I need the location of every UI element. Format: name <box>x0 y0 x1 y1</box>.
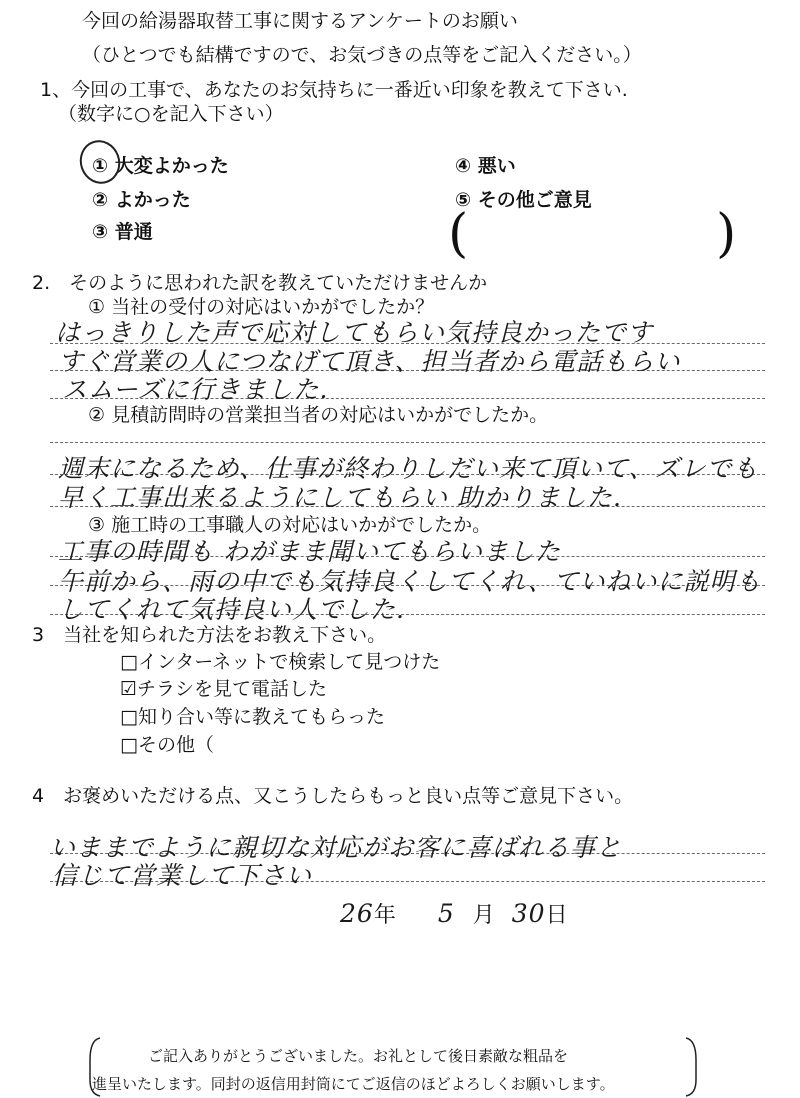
other-open-paren: ( <box>448 204 469 264</box>
handwritten-answer: いままでように親切な対応がお客に喜ばれる事と <box>50 833 623 862</box>
handwritten-answer: 週末になるため、仕事が終わりしだい来て頂いて、ズレでも <box>58 454 759 483</box>
q1-instruction: （数字に○を記入下さい） <box>58 103 284 125</box>
handwritten-answer: してくれて気持良い人でした. <box>58 595 405 624</box>
q3-option-acquaintance: □知り合い等に教えてもらった <box>120 706 385 728</box>
date-year: 26 <box>340 899 374 928</box>
footer-line-1: ご記入ありがとうございました。お礼として後日素敵な粗品を <box>148 1047 569 1065</box>
q4-heading: 4 お褒めいただける点、又こうしたらもっと良い点等ご意見下さい。 <box>32 785 634 807</box>
q2-sub1: ① 当社の受付の対応はいかがでしたか？ <box>88 296 435 318</box>
q1-option-2: ② よかった <box>92 189 191 211</box>
q2-heading: 2. そのように思われた訳を教えていただけませんか <box>32 272 488 294</box>
handwritten-answer: 午前から、雨の中でも気持良くしてくれ、ていねいに説明も <box>58 567 762 596</box>
q1-option-4: ④ 悪い <box>455 155 516 177</box>
q1-option-5: ⑤ その他ご意見 <box>455 189 592 211</box>
q3-option-other: □その他（ <box>120 734 214 756</box>
q2-sub3: ③ 施工時の工事職人の対応はいかがでしたか。 <box>88 514 492 536</box>
other-close-paren: ) <box>716 204 737 264</box>
q1-option-1: ① 大変よかった <box>92 155 229 177</box>
q3-heading: 3 当社を知られた方法をお教え下さい。 <box>32 624 387 646</box>
handwritten-answer: すぐ営業の人につなげて頂き、担当者から電話もらい <box>58 347 681 376</box>
handwritten-answer: スムーズに行きました. <box>62 375 329 404</box>
q2-sub2: ② 見積訪問時の営業担当者の対応はいかがでしたか。 <box>88 404 549 426</box>
date-month: 5 <box>437 899 455 928</box>
footer-line-2: 進呈いたします。同封の返信用封筒にてご返信のほどよろしくお願いします。 <box>92 1075 615 1093</box>
survey-title: 今回の給湯器取替工事に関するアンケートのお願い <box>82 10 518 32</box>
date-day: 30 <box>511 899 546 928</box>
survey-subtitle: （ひとつでも結構ですので、お気づきの点等をご記入ください。） <box>82 44 642 66</box>
date: 26年 5 月 30日 <box>340 899 568 928</box>
q1-heading: 1、今回の工事で、あなたのお気持ちに一番近い印象を教えて下さい. <box>40 79 628 101</box>
handwritten-answer: はっきりした声で応対してもらい気持良かったです <box>55 318 654 347</box>
footer-right-bracket <box>686 1038 696 1096</box>
q1-option-3: ③ 普通 <box>92 221 153 243</box>
q3-option-flyer: ☑チラシを見て電話した <box>120 678 328 700</box>
q3-option-internet: □インターネットで検索して見つけた <box>120 651 441 673</box>
handwritten-answer: 早く工事出来るようにしてもらい 助かりました. <box>58 483 622 512</box>
handwritten-answer: 信じて営業して下さい <box>52 861 313 890</box>
handwritten-answer: 工事の時間も わがまま聞いてもらいました <box>58 537 561 566</box>
